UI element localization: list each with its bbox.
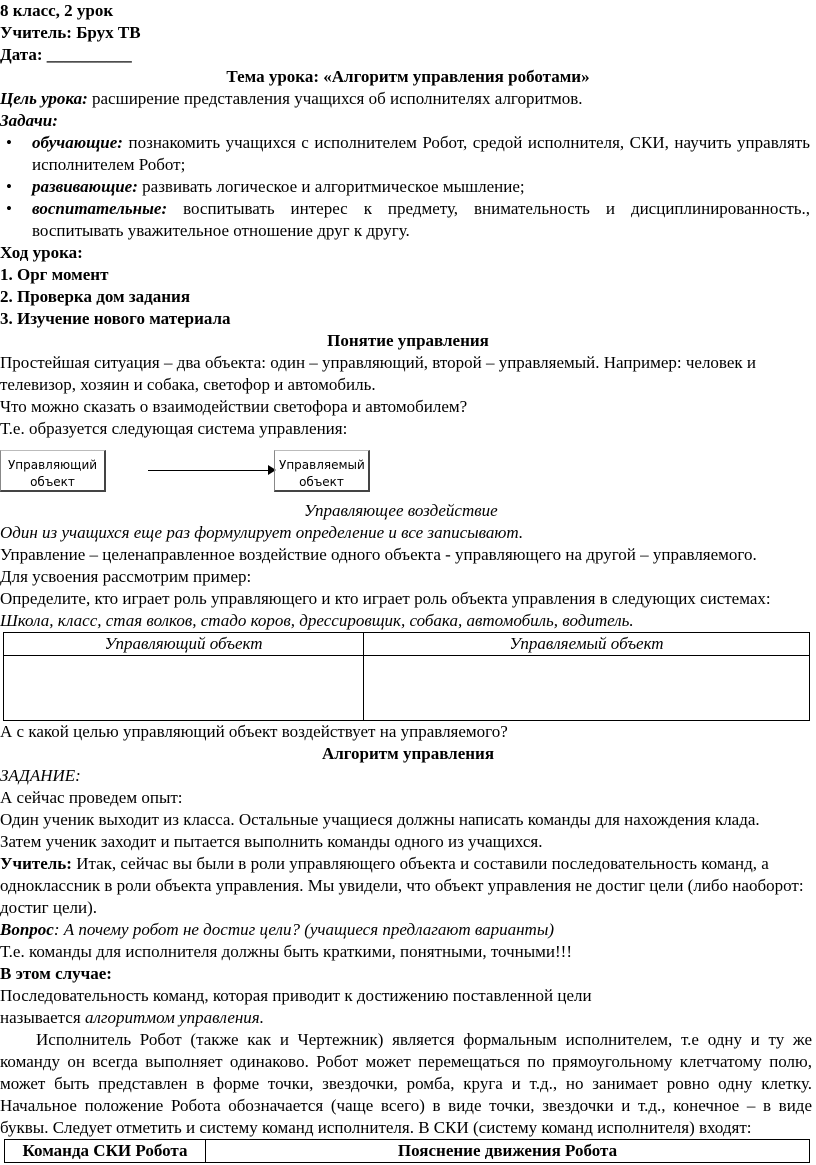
paragraph: Один из учащихся еще раз формулирует определение и все записывают. <box>0 523 524 542</box>
box-label: Управляющий <box>7 458 98 472</box>
task-item <box>0 176 816 198</box>
box-label: Управляемый <box>279 458 365 472</box>
paragraph: А сейчас проведем опыт: <box>0 788 183 807</box>
task-text: познакомить учащихся с исполнителем Робот, средой исполнителя, СКИ, научить управлять исполнителем Робот; <box>32 133 810 174</box>
table-cell[interactable] <box>364 656 810 721</box>
control-objects-table <box>3 632 810 721</box>
teacher-remark-text: Итак, сейчас вы были в роли управляющего объекта и составили последовательность команд, а одноклассник в роли объекта управления. Мы увидели, что объект управления не достиг цели (либо наоборот: достиг цели). <box>0 854 804 917</box>
tasks-list <box>0 132 816 242</box>
case-label: В этом случае: <box>0 964 112 983</box>
teacher-remark-label: Учитель: <box>0 854 72 873</box>
lesson-topic: Тема урока: «Алгоритм управления роботами» <box>226 67 590 86</box>
task-label: обучающие: <box>32 133 123 152</box>
section-title: Алгоритм управления <box>321 744 495 763</box>
teacher-label: Учитель: Брух ТВ <box>0 23 141 42</box>
goal-text: расширение представления учащихся об исполнителях алгоритмов. <box>87 89 583 108</box>
class-label: 8 класс, 2 урок <box>0 1 114 20</box>
robot-description: Исполнитель Робот (также как и Чертежник) является формальным исполнителем, т.е одну и ту же команду он всегда выполняет одинаково. Робот может перемещаться по прямоугольному клетчатому полю, может быть представлен в форме точки, звездочки, ромба, круга и т.д., но занимает ровно одну клетку. Начальное положение Робота обозначается (чаще всего) в виде точки, звездочки и т.д., конечное – в виде буквы. Следует отметить и систему команд исполнителя. В СКИ (систему команд исполнителя) входят: <box>0 1030 812 1137</box>
paragraph <box>0 853 816 919</box>
goal-label: Цель урока: <box>0 89 88 108</box>
lesson-step: 1. Орг момент <box>0 265 109 284</box>
task-label: ЗАДАНИЕ: <box>0 766 81 785</box>
lesson-step: 2. Проверка дом задания <box>0 287 191 306</box>
paragraph: Т.е. образуется следующая система управления: <box>0 419 348 438</box>
task-item <box>0 132 816 176</box>
table-header-cell: Управляемый объект <box>364 633 810 656</box>
paragraph: Т.е. команды для исполнителя должны быть краткими, понятными, точными!!! <box>0 942 573 961</box>
bullet-icon: • <box>6 133 12 152</box>
definition-term: алгоритмом управления. <box>84 1008 264 1027</box>
lesson-goal <box>0 88 816 110</box>
paragraph: Определите, кто играет роль управляющего и кто играет роль объекта управления в следующих системах: <box>0 589 771 608</box>
examples-list: Школа, класс, стая волков, стадо коров, дрессировщик, собака, автомобиль, водитель. <box>0 611 634 630</box>
lesson-heading: Ход урока: <box>0 243 83 262</box>
paragraph: Последовательность команд, которая приводит к достижению поставленной цели <box>0 986 592 1005</box>
box-label: объект <box>30 475 75 489</box>
task-label: развивающие: <box>32 177 138 196</box>
control-system-diagram <box>0 446 816 510</box>
lesson-step: 3. Изучение нового материала <box>0 309 231 328</box>
table-header-cell: Управляющий объект <box>4 633 364 656</box>
paragraph: Простейшая ситуация – два объекта: один – управляющий, второй – управляемый. Например: человек и телевизор, хозяин и собака, светофор и автомобиль. <box>0 353 757 394</box>
definition-prefix: называется <box>0 1008 85 1027</box>
table-header-cell: Команда СКИ Робота <box>5 1140 206 1163</box>
controlled-object-box <box>274 450 370 492</box>
bullet-icon: • <box>6 199 12 218</box>
task-item <box>0 198 816 242</box>
question <box>0 919 816 941</box>
task-text: развивать логическое и алгоритмическое мышление; <box>137 177 525 196</box>
robot-commands-table <box>4 1139 810 1163</box>
question-text: : А почему робот не достиг цели? (учащиеся предлагают варианты) <box>53 920 554 939</box>
paragraph: А с какой целью управляющий объект воздействует на управляемого? <box>0 722 508 741</box>
definition: Управление – целенаправленное воздействие одного объекта - управляющего на другой – управляемого. <box>0 545 757 564</box>
paragraph: Что можно сказать о взаимодействии светофора и автомобилем? <box>0 397 468 416</box>
question-label: Вопрос <box>0 920 54 939</box>
table-header-row <box>4 633 810 656</box>
box-label: объект <box>299 475 344 489</box>
bullet-icon: • <box>6 177 12 196</box>
paragraph: Один ученик выходит из класса. Остальные учащиеся должны написать команды для нахождения клада. Затем ученик заходит и пытается выполнить команды одного из учащихся. <box>0 810 760 851</box>
paragraph: Для усвоения рассмотрим пример: <box>0 567 252 586</box>
diagram-caption: Управляющее воздействие <box>304 501 498 520</box>
table-header-row <box>5 1140 810 1163</box>
task-label: воспитательные: <box>32 199 168 218</box>
section-title: Понятие управления <box>327 331 489 350</box>
paragraph <box>0 1007 816 1029</box>
controlling-object-box <box>0 450 106 492</box>
date-label: Дата: __________ <box>0 45 132 64</box>
arrow-line <box>148 470 270 471</box>
table-header-cell: Пояснение движения Робота <box>206 1140 810 1163</box>
table-row <box>4 656 810 721</box>
table-cell[interactable] <box>4 656 364 721</box>
tasks-label: Задачи: <box>0 111 58 130</box>
task-text: воспитывать интерес к предмету, внимательность и дисциплинированность., воспитывать уважительное отношение друг к другу. <box>32 199 810 240</box>
